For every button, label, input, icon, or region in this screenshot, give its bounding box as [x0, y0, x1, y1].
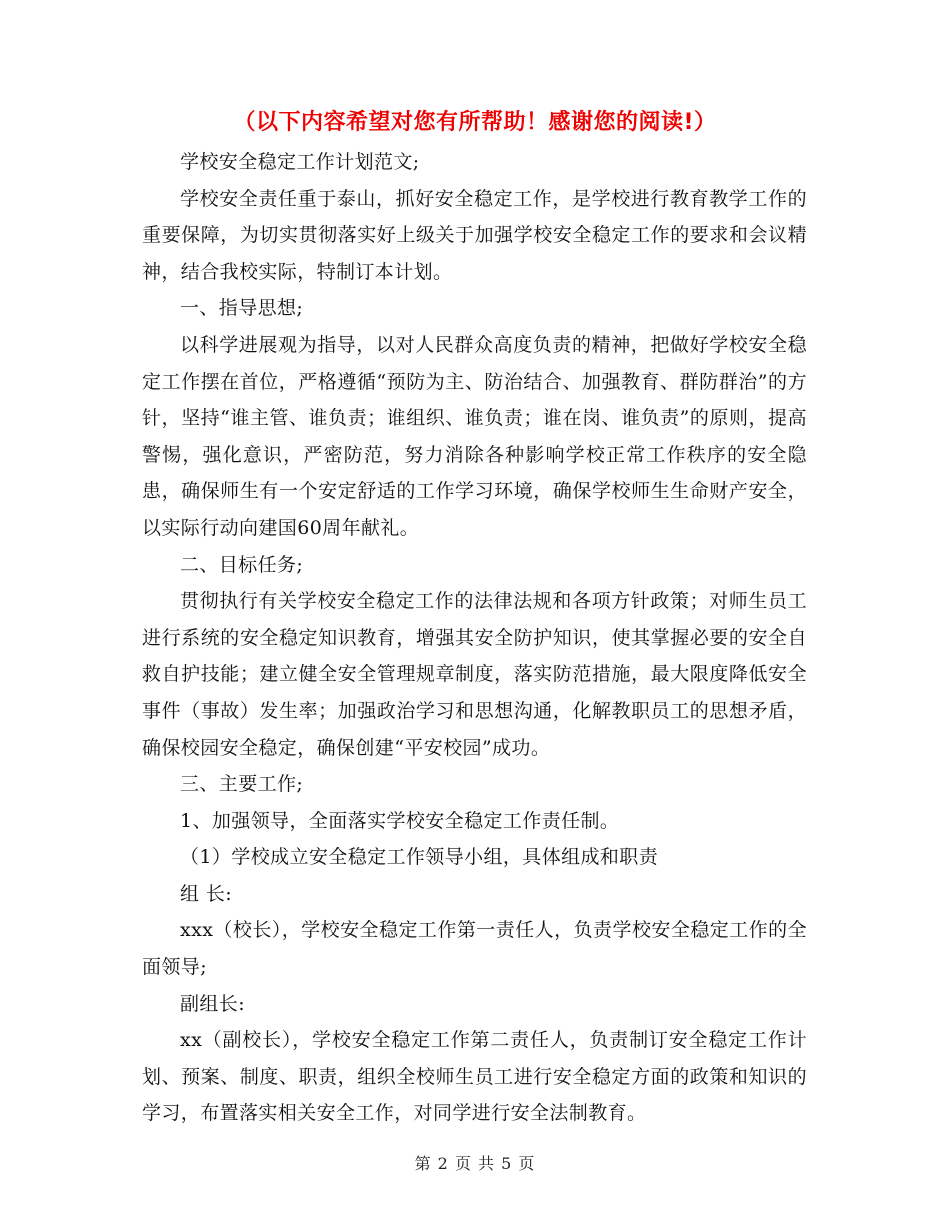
document-body [142, 144, 807, 1132]
paragraph-doc-title: 学校安全稳定工作计划范文; [180, 151, 420, 173]
paragraph-subitem-1: （1）学校成立安全稳定工作领导小组，具体组成和职责 [180, 846, 659, 869]
section-heading-guiding-thought: 一、指导思想; [180, 297, 304, 320]
label-leader: 组 长: [180, 882, 233, 905]
paragraph-item-1: 1、加强领导，全面落实学校安全稳定工作责任制。 [180, 809, 620, 832]
paragraph-guiding-thought: 以科学进展观为指导，以对人民群众高度负责的精神，把做好学校安全稳定工作摆在首位，严格遵循“预防为主、防治结合、加强教育、群防群治”的方针，坚持“谁主管、谁负责；谁组织、谁负责；谁在岗、谁负责”的原则，提高警惕，强化意识，严密防范，努力消除各种影响学校正常工作秩序的安全隐患，确保师生有一个安定舒适的工作学习环境，确保学校师生生命财产安全，以实际行动向建国60周年献礼。 [142, 333, 807, 539]
paragraph-goals: 贯彻执行有关学校安全稳定工作的法律法规和各项方针政策；对师生员工进行系统的安全稳定知识教育，增强其安全防护知识，使其掌握必要的安全自救自护技能；建立健全安全管理规章制度，落实防范措施，最大限度降低安全事件（事故）发生率；加强政治学习和思想沟通，化解教职员工的思想矛盾，确保校园安全稳定，确保创建“平安校园”成功。 [142, 590, 807, 759]
paragraph-intro: 学校安全责任重于泰山，抓好安全稳定工作，是学校进行教育教学工作的重要保障，为切实贯彻落实好上级关于加强学校安全稳定工作的要求和会议精神，结合我校实际，特制订本计划。 [142, 187, 807, 283]
paragraph-deputy-duty: xx（副校长），学校安全稳定工作第二责任人，负责制订安全稳定工作计划、预案、制度、职责，组织全校师生员工进行安全稳定方面的政策和知识的学习，布置落实相关安全工作，对同学进行安全法制教育。 [142, 1029, 807, 1125]
page-number-footer: 第 2 页 共 5 页 [414, 1154, 536, 1173]
section-heading-main-work: 三、主要工作; [180, 773, 304, 796]
label-deputy-leader: 副组长: [180, 992, 246, 1015]
section-heading-goals: 二、目标任务; [180, 553, 304, 576]
header-banner: （以下内容希望对您有所帮助！感谢您的阅读!） [233, 110, 717, 135]
paragraph-leader-duty: xxx（校长），学校安全稳定工作第一责任人，负责学校安全稳定工作的全面领导; [142, 919, 807, 979]
